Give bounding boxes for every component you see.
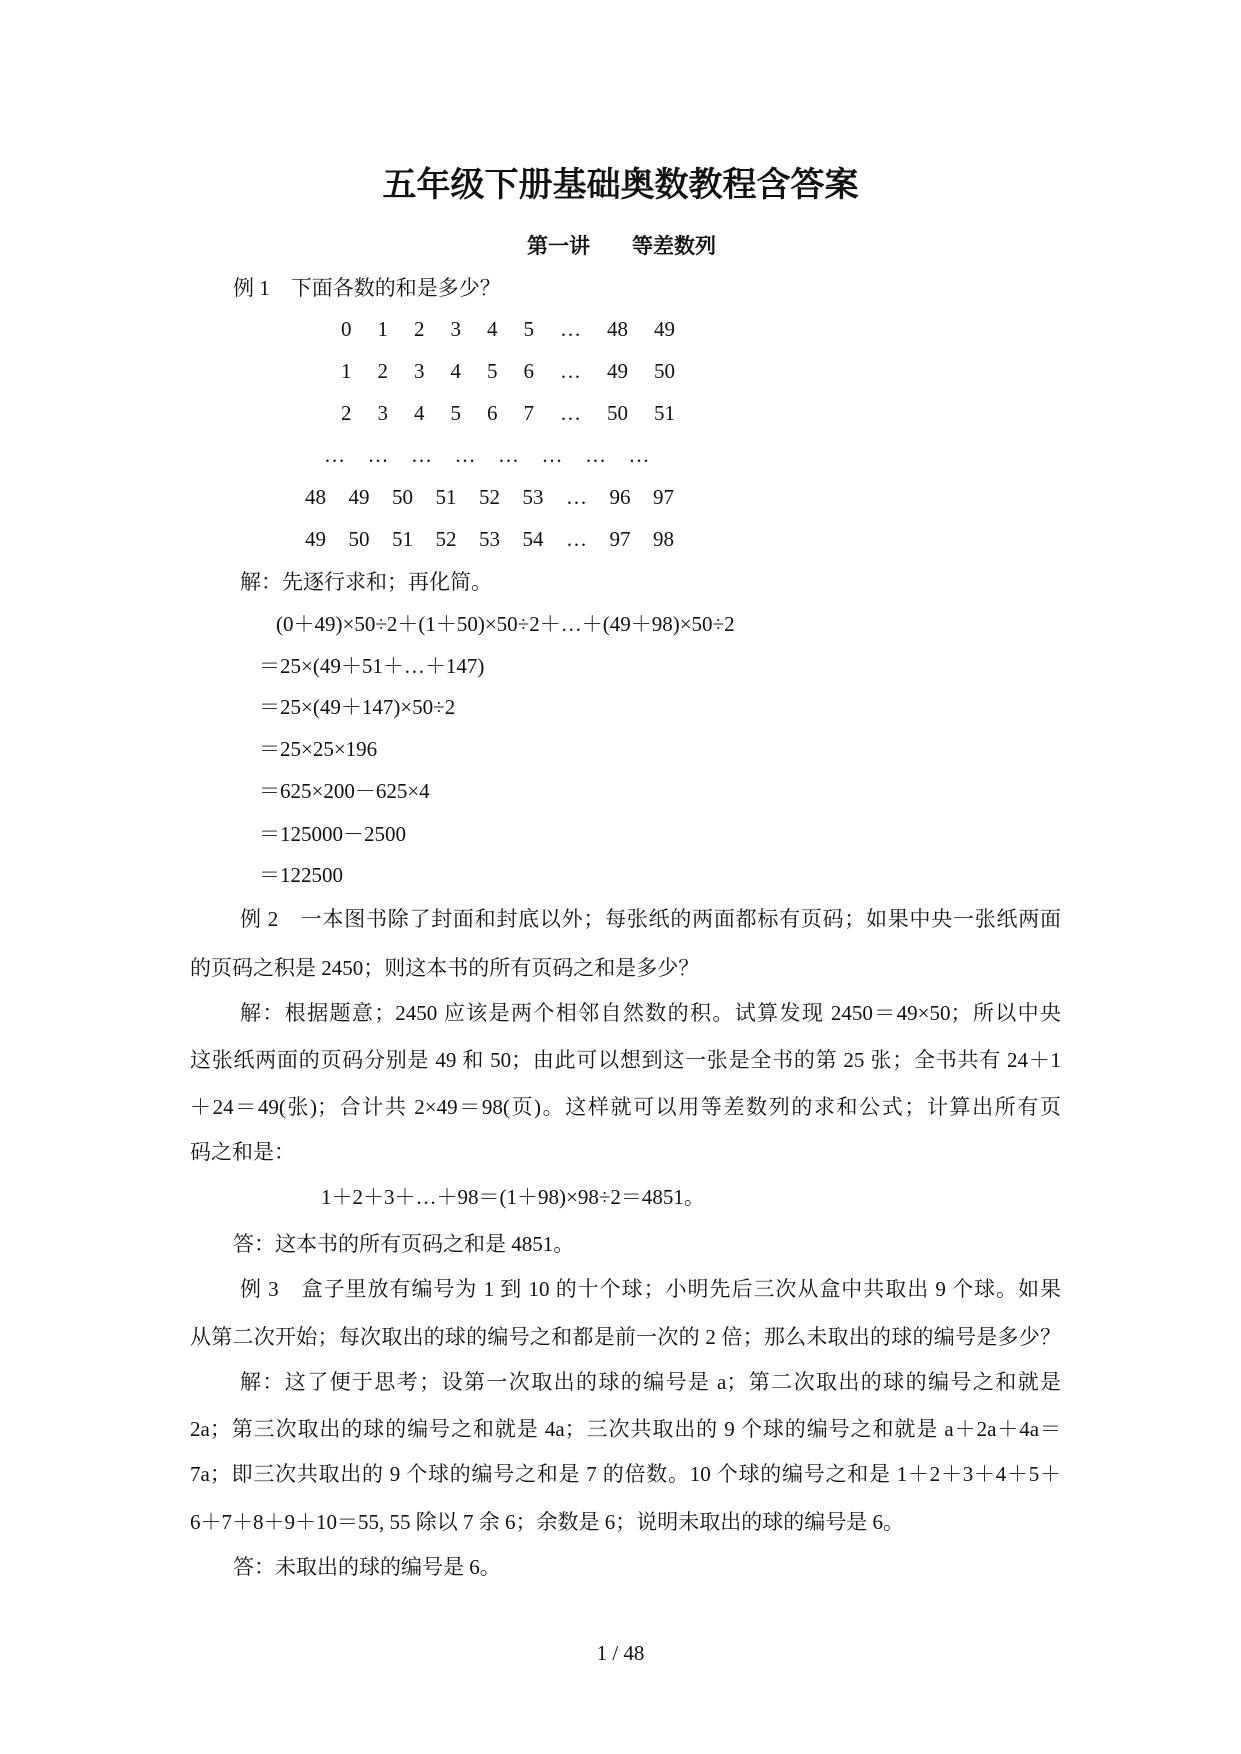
number-cell: 0 xyxy=(341,317,352,341)
number-cell: … xyxy=(566,485,587,509)
number-cell: 53 xyxy=(522,485,544,509)
example-2-answer: 答：这本书的所有页码之和是 4851。 xyxy=(233,1232,575,1256)
number-cell: … xyxy=(498,443,519,467)
document-title: 五年级下册基础奥数教程含答案 xyxy=(382,167,859,204)
number-cell: 5 xyxy=(450,401,461,425)
number-cell: 50 xyxy=(654,359,675,383)
number-cell: 49 xyxy=(348,485,370,509)
number-row xyxy=(341,314,675,344)
example-2-solution-line: 码之和是： xyxy=(190,1140,295,1164)
number-cell: 54 xyxy=(522,527,544,551)
number-cell: 50 xyxy=(392,485,413,509)
calculation-step: (0＋49)×50÷2＋(1＋50)×50÷2＋…＋(49＋98)×50÷2 xyxy=(276,612,735,636)
number-cell: 4 xyxy=(450,359,461,383)
number-cell: 51 xyxy=(392,527,413,551)
number-row xyxy=(341,356,675,386)
number-cell: … xyxy=(324,443,345,467)
number-cell: 6 xyxy=(523,359,534,383)
calculation-step: ＝25×(49＋147)×50÷2 xyxy=(259,695,456,719)
lecture-heading: 第一讲 等差数列 xyxy=(527,234,716,258)
number-cell: 97 xyxy=(653,485,674,509)
number-cell: 3 xyxy=(377,401,388,425)
example-2-solution-line: ＋24＝49(张)；合计共 2×49＝98(页)。这样就可以用等差数列的求和公式；计算出所有页 xyxy=(190,1095,1061,1119)
number-cell: 96 xyxy=(609,485,631,509)
example-2-solution-line: 解：根据题意；2450 应该是两个相邻自然数的积。试算发现 2450＝49×50；所以中央 xyxy=(240,1001,1061,1025)
number-cell: … xyxy=(628,443,650,467)
example-1-solution-intro: 解：先逐行求和；再化简。 xyxy=(240,570,492,594)
example-3-answer: 答：未取出的球的编号是 6。 xyxy=(233,1555,501,1579)
number-cell: 51 xyxy=(654,401,675,425)
example-1-question: 例 1 下面各数的和是多少？ xyxy=(233,276,501,300)
number-cell: 4 xyxy=(414,401,425,425)
example-2-question-line: 例 2 一本图书除了封面和封底以外；每张纸的两面都标有页码；如果中央一张纸两面 xyxy=(240,907,1061,931)
number-cell: 53 xyxy=(479,527,500,551)
calculation-step: ＝25×(49＋51＋…＋147) xyxy=(259,654,485,678)
example-3-question-line: 例 3 盒子里放有编号为 1 到 10 的十个球；小明先后三次从盒中共取出 9 个球。如果 xyxy=(240,1277,1061,1301)
number-cell: 97 xyxy=(609,527,631,551)
number-cell: 1 xyxy=(377,317,388,341)
number-cell: 49 xyxy=(654,317,675,341)
number-cell: … xyxy=(367,443,389,467)
number-cell: 7 xyxy=(523,401,534,425)
number-cell: 5 xyxy=(487,359,498,383)
calculation-step: ＝25×25×196 xyxy=(259,737,378,761)
number-cell: 3 xyxy=(414,359,425,383)
number-cell: 6 xyxy=(487,401,498,425)
number-cell: 98 xyxy=(653,527,674,551)
number-cell: … xyxy=(560,317,581,341)
number-cell: 49 xyxy=(305,527,326,551)
example-2-solution-line: 这张纸两面的页码分别是 49 和 50；由此可以想到这一张是全书的第 25 张；全书共有 24＋1 xyxy=(190,1048,1061,1072)
number-row xyxy=(305,524,674,554)
number-cell: 2 xyxy=(377,359,388,383)
number-cell: … xyxy=(560,359,581,383)
number-cell: … xyxy=(541,443,563,467)
number-cell: 48 xyxy=(607,317,628,341)
example-2-question-line: 的页码之积是 2450；则这本书的所有页码之和是多少？ xyxy=(190,956,700,980)
number-cell: … xyxy=(454,443,476,467)
number-cell: … xyxy=(585,443,606,467)
example-3-solution-line: 解：这了便于思考；设第一次取出的球的编号是 a；第二次取出的球的编号之和就是 xyxy=(240,1370,1061,1394)
number-row xyxy=(341,398,675,428)
calculation-step: ＝125000－2500 xyxy=(259,822,406,846)
number-cell: … xyxy=(560,401,581,425)
number-cell: 2 xyxy=(341,401,352,425)
number-cell: 52 xyxy=(435,527,457,551)
example-3-solution-line: 2a；第三次取出的球的编号之和就是 4a；三次共取出的 9 个球的编号之和就是 a＋2a＋4a＝ xyxy=(190,1417,1061,1441)
number-cell: 50 xyxy=(348,527,370,551)
number-cell: 3 xyxy=(450,317,461,341)
number-cell: 4 xyxy=(487,317,498,341)
number-cell: … xyxy=(411,443,432,467)
number-cell: 5 xyxy=(523,317,534,341)
number-cell: 48 xyxy=(305,485,326,509)
number-row xyxy=(305,482,674,512)
example-2-formula: 1＋2＋3＋…＋98＝(1＋98)×98÷2＝4851。 xyxy=(321,1185,705,1209)
example-3-solution-line: 6＋7＋8＋9＋10＝55, 55 除以 7 余 6；余数是 6；说明未取出的球的编号是 6。 xyxy=(190,1510,904,1534)
calculation-step: ＝625×200－625×4 xyxy=(259,779,430,803)
number-cell: 50 xyxy=(607,401,628,425)
example-3-question-line: 从第二次开始；每次取出的球的编号之和都是前一次的 2 倍；那么未取出的球的编号是多少？ xyxy=(190,1325,1061,1349)
number-cell: 51 xyxy=(435,485,457,509)
page-number: 1 / 48 xyxy=(596,1641,645,1665)
number-cell: … xyxy=(566,527,587,551)
calculation-step: ＝122500 xyxy=(259,863,343,887)
number-cell: 2 xyxy=(414,317,425,341)
number-cell: 1 xyxy=(341,359,352,383)
ellipsis-row xyxy=(324,440,650,470)
example-3-solution-line: 7a；即三次共取出的 9 个球的编号之和是 7 的倍数。10 个球的编号之和是 1＋2＋3＋4＋5＋ xyxy=(190,1462,1061,1486)
number-cell: 52 xyxy=(479,485,500,509)
number-cell: 49 xyxy=(607,359,628,383)
